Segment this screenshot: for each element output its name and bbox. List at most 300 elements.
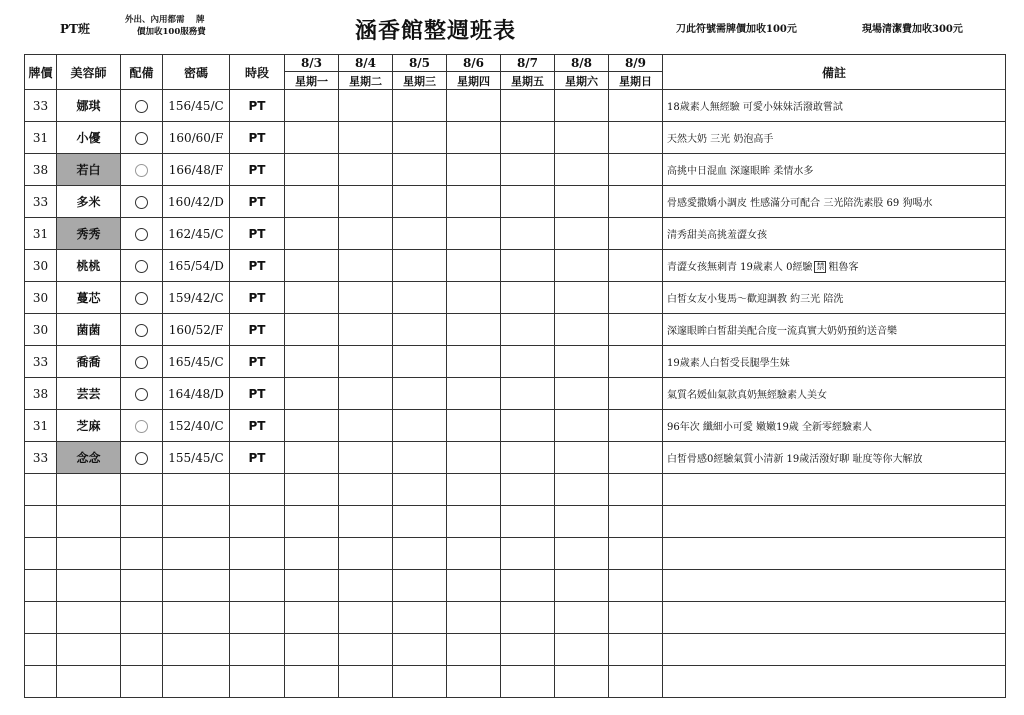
empty-row <box>25 570 1006 602</box>
empty-cell[interactable] <box>163 538 230 570</box>
service-fee-note-line2: 價加收100服務費 <box>137 27 206 37</box>
day-cell[interactable] <box>339 282 393 314</box>
empty-cell[interactable] <box>501 634 555 666</box>
date-header: 8/8 <box>555 55 609 72</box>
empty-cell[interactable] <box>393 666 447 698</box>
beautician-name: 桃桃 <box>57 250 121 282</box>
day-cell[interactable] <box>501 314 555 346</box>
price-cell: 38 <box>25 154 57 186</box>
col-header-code: 密碼 <box>163 55 230 90</box>
empty-cell[interactable] <box>555 602 609 634</box>
day-cell[interactable] <box>609 186 663 218</box>
empty-cell[interactable] <box>663 474 1006 506</box>
day-cell[interactable] <box>393 186 447 218</box>
day-cell[interactable] <box>339 378 393 410</box>
beautician-name: 菌菌 <box>57 314 121 346</box>
empty-cell[interactable] <box>555 506 609 538</box>
day-cell[interactable] <box>447 346 501 378</box>
weekly-schedule-table <box>24 54 1006 698</box>
schedule-row <box>25 186 1006 218</box>
day-cell[interactable] <box>285 122 339 154</box>
code-cell: 165/54/D <box>163 250 230 282</box>
empty-cell[interactable] <box>230 506 285 538</box>
code-cell: 164/48/D <box>163 378 230 410</box>
empty-cell[interactable] <box>339 474 393 506</box>
empty-cell[interactable] <box>609 666 663 698</box>
circle-icon <box>135 132 148 145</box>
empty-cell[interactable] <box>121 666 163 698</box>
empty-cell[interactable] <box>25 506 57 538</box>
col-header-slot: 時段 <box>230 55 285 90</box>
code-cell: 159/42/C <box>163 282 230 314</box>
col-header-beautician: 美容師 <box>57 55 121 90</box>
slot-cell: PT <box>230 346 285 378</box>
slot-cell: PT <box>230 90 285 122</box>
empty-cell[interactable] <box>339 538 393 570</box>
empty-cell[interactable] <box>393 602 447 634</box>
empty-cell[interactable] <box>57 570 121 602</box>
schedule-row <box>25 346 1006 378</box>
day-cell[interactable] <box>393 314 447 346</box>
empty-cell[interactable] <box>57 474 121 506</box>
empty-cell[interactable] <box>163 602 230 634</box>
day-cell[interactable] <box>501 122 555 154</box>
empty-row <box>25 474 1006 506</box>
code-cell: 162/45/C <box>163 218 230 250</box>
empty-cell[interactable] <box>285 474 339 506</box>
price-cell: 31 <box>25 218 57 250</box>
slot-cell: PT <box>230 122 285 154</box>
beautician-name: 小優 <box>57 122 121 154</box>
day-cell[interactable] <box>339 442 393 474</box>
day-cell[interactable] <box>393 378 447 410</box>
empty-cell[interactable] <box>285 538 339 570</box>
equipped-cell <box>121 442 163 474</box>
empty-cell[interactable] <box>230 634 285 666</box>
empty-cell[interactable] <box>57 634 121 666</box>
day-cell[interactable] <box>285 442 339 474</box>
day-cell[interactable] <box>501 218 555 250</box>
schedule-row <box>25 282 1006 314</box>
note-cell: 19歲素人白皙受長腿學生妹 <box>663 346 1006 378</box>
day-cell[interactable] <box>555 314 609 346</box>
day-cell[interactable] <box>339 314 393 346</box>
day-cell[interactable] <box>285 218 339 250</box>
circle-icon <box>135 452 148 465</box>
day-cell[interactable] <box>609 346 663 378</box>
day-cell[interactable] <box>501 282 555 314</box>
empty-cell[interactable] <box>663 666 1006 698</box>
empty-cell[interactable] <box>609 570 663 602</box>
day-cell[interactable] <box>501 410 555 442</box>
day-cell[interactable] <box>609 314 663 346</box>
day-cell[interactable] <box>393 410 447 442</box>
beautician-name: 念念 <box>57 442 121 474</box>
empty-cell[interactable] <box>285 634 339 666</box>
day-cell[interactable] <box>555 250 609 282</box>
empty-cell[interactable] <box>230 602 285 634</box>
day-cell[interactable] <box>555 90 609 122</box>
empty-cell[interactable] <box>285 570 339 602</box>
day-cell[interactable] <box>555 154 609 186</box>
empty-cell[interactable] <box>501 506 555 538</box>
slot-cell: PT <box>230 442 285 474</box>
day-cell[interactable] <box>393 442 447 474</box>
day-cell[interactable] <box>501 378 555 410</box>
empty-row <box>25 602 1006 634</box>
date-header: 8/7 <box>501 55 555 72</box>
empty-cell[interactable] <box>447 602 501 634</box>
equipped-cell <box>121 122 163 154</box>
equipped-cell <box>121 154 163 186</box>
beautician-name: 秀秀 <box>57 218 121 250</box>
beautician-name: 多米 <box>57 186 121 218</box>
empty-cell[interactable] <box>163 634 230 666</box>
empty-cell[interactable] <box>230 570 285 602</box>
schedule-row <box>25 378 1006 410</box>
empty-cell[interactable] <box>447 538 501 570</box>
day-cell[interactable] <box>447 314 501 346</box>
code-cell: 152/40/C <box>163 410 230 442</box>
day-cell[interactable] <box>555 346 609 378</box>
day-cell[interactable] <box>447 218 501 250</box>
empty-cell[interactable] <box>121 538 163 570</box>
empty-cell[interactable] <box>57 666 121 698</box>
empty-cell[interactable] <box>25 570 57 602</box>
day-cell[interactable] <box>285 378 339 410</box>
price-cell: 31 <box>25 410 57 442</box>
empty-cell[interactable] <box>609 506 663 538</box>
day-cell[interactable] <box>339 122 393 154</box>
weekday-header: 星期五 <box>501 72 555 90</box>
circle-icon <box>135 356 148 369</box>
date-header: 8/3 <box>285 55 339 72</box>
empty-cell[interactable] <box>163 474 230 506</box>
day-cell[interactable] <box>393 250 447 282</box>
day-cell[interactable] <box>555 186 609 218</box>
empty-cell[interactable] <box>555 634 609 666</box>
equipped-cell <box>121 218 163 250</box>
day-cell[interactable] <box>447 250 501 282</box>
day-cell[interactable] <box>609 250 663 282</box>
empty-cell[interactable] <box>447 474 501 506</box>
code-cell: 160/52/F <box>163 314 230 346</box>
day-cell[interactable] <box>609 410 663 442</box>
schedule-row <box>25 218 1006 250</box>
circle-icon <box>135 388 148 401</box>
empty-cell[interactable] <box>501 666 555 698</box>
empty-cell[interactable] <box>609 538 663 570</box>
day-cell[interactable] <box>555 442 609 474</box>
empty-row <box>25 538 1006 570</box>
empty-cell[interactable] <box>393 570 447 602</box>
day-cell[interactable] <box>393 218 447 250</box>
day-cell[interactable] <box>339 90 393 122</box>
day-cell[interactable] <box>285 250 339 282</box>
schedule-row <box>25 154 1006 186</box>
surcharge-note: 刀此符號需牌價加收100元 <box>676 24 797 35</box>
day-cell[interactable] <box>609 378 663 410</box>
day-cell[interactable] <box>393 346 447 378</box>
circle-icon <box>135 196 148 209</box>
empty-cell[interactable] <box>447 634 501 666</box>
empty-cell[interactable] <box>393 506 447 538</box>
empty-cell[interactable] <box>121 634 163 666</box>
note-cell: 清秀甜美高挑羞澀女孩 <box>663 218 1006 250</box>
note-cell: 氣質名媛仙氣款真奶無經驗素人美女 <box>663 378 1006 410</box>
day-cell[interactable] <box>393 90 447 122</box>
circle-icon <box>135 164 148 177</box>
note-cell: 96年次 纖細小可愛 嫩嫩19歲 全新零經驗素人 <box>663 410 1006 442</box>
empty-cell[interactable] <box>501 538 555 570</box>
code-cell: 165/45/C <box>163 346 230 378</box>
empty-cell[interactable] <box>57 538 121 570</box>
slot-cell: PT <box>230 154 285 186</box>
empty-cell[interactable] <box>339 506 393 538</box>
col-header-equipped: 配備 <box>121 55 163 90</box>
note-cell: 18歲素人無經驗 可愛小妹妹活潑敢嘗試 <box>663 90 1006 122</box>
empty-cell[interactable] <box>339 666 393 698</box>
empty-cell[interactable] <box>663 506 1006 538</box>
empty-cell[interactable] <box>230 474 285 506</box>
note-cell: 白皙女友小隻馬～歡迎調教 約三光 陪洗 <box>663 282 1006 314</box>
note-cell: 白皙骨感0經驗氣質小清新 19歲活潑好聊 耻度等你大解放 <box>663 442 1006 474</box>
day-cell[interactable] <box>285 410 339 442</box>
slot-cell: PT <box>230 314 285 346</box>
empty-cell[interactable] <box>663 602 1006 634</box>
beautician-name: 芝麻 <box>57 410 121 442</box>
empty-cell[interactable] <box>339 570 393 602</box>
empty-cell[interactable] <box>57 602 121 634</box>
empty-cell[interactable] <box>285 506 339 538</box>
schedule-row <box>25 314 1006 346</box>
weekday-header: 星期六 <box>555 72 609 90</box>
empty-cell[interactable] <box>609 474 663 506</box>
empty-cell[interactable] <box>25 602 57 634</box>
day-cell[interactable] <box>339 410 393 442</box>
empty-cell[interactable] <box>121 570 163 602</box>
empty-row <box>25 634 1006 666</box>
day-cell[interactable] <box>447 186 501 218</box>
day-cell[interactable] <box>339 154 393 186</box>
day-cell[interactable] <box>447 410 501 442</box>
empty-row <box>25 666 1006 698</box>
day-cell[interactable] <box>339 186 393 218</box>
day-cell[interactable] <box>609 122 663 154</box>
empty-cell[interactable] <box>25 634 57 666</box>
empty-cell[interactable] <box>230 538 285 570</box>
weekday-header: 星期一 <box>285 72 339 90</box>
day-cell[interactable] <box>501 90 555 122</box>
empty-cell[interactable] <box>447 570 501 602</box>
empty-cell[interactable] <box>25 666 57 698</box>
day-cell[interactable] <box>501 346 555 378</box>
weekday-header: 星期三 <box>393 72 447 90</box>
day-cell[interactable] <box>555 378 609 410</box>
empty-cell[interactable] <box>393 634 447 666</box>
beautician-name: 芸芸 <box>57 378 121 410</box>
day-cell[interactable] <box>285 186 339 218</box>
group-label: PT班 <box>60 22 90 36</box>
empty-cell[interactable] <box>121 602 163 634</box>
empty-cell[interactable] <box>339 602 393 634</box>
slot-cell: PT <box>230 282 285 314</box>
price-cell: 33 <box>25 442 57 474</box>
date-header: 8/4 <box>339 55 393 72</box>
beautician-name: 喬喬 <box>57 346 121 378</box>
empty-cell[interactable] <box>163 666 230 698</box>
slot-cell: PT <box>230 218 285 250</box>
day-cell[interactable] <box>609 154 663 186</box>
day-cell[interactable] <box>447 282 501 314</box>
empty-cell[interactable] <box>609 602 663 634</box>
equipped-cell <box>121 186 163 218</box>
beautician-name: 娜琪 <box>57 90 121 122</box>
day-cell[interactable] <box>339 346 393 378</box>
day-cell[interactable] <box>285 314 339 346</box>
beautician-name: 蔓芯 <box>57 282 121 314</box>
circle-icon <box>135 260 148 273</box>
circle-icon <box>135 324 148 337</box>
empty-cell[interactable] <box>285 602 339 634</box>
empty-cell[interactable] <box>393 474 447 506</box>
equipped-cell <box>121 90 163 122</box>
price-cell: 33 <box>25 90 57 122</box>
empty-cell[interactable] <box>663 634 1006 666</box>
service-fee-note <box>125 14 206 38</box>
date-header: 8/5 <box>393 55 447 72</box>
day-cell[interactable] <box>339 218 393 250</box>
day-cell[interactable] <box>609 442 663 474</box>
weekday-header: 星期二 <box>339 72 393 90</box>
empty-cell[interactable] <box>339 634 393 666</box>
empty-cell[interactable] <box>447 506 501 538</box>
page-title: 涵香館整週班表 <box>355 18 517 44</box>
day-cell[interactable] <box>447 378 501 410</box>
empty-cell[interactable] <box>501 602 555 634</box>
day-cell[interactable] <box>447 442 501 474</box>
col-header-price: 牌價 <box>25 55 57 90</box>
note-cell: 深邃眼眸白皙甜美配合度一流真實大奶奶預約送音樂 <box>663 314 1006 346</box>
equipped-cell <box>121 378 163 410</box>
note-text: 粗魯客 <box>828 261 859 273</box>
equipped-cell <box>121 346 163 378</box>
empty-cell[interactable] <box>25 538 57 570</box>
day-cell[interactable] <box>501 154 555 186</box>
day-cell[interactable] <box>447 154 501 186</box>
day-cell[interactable] <box>501 250 555 282</box>
day-cell[interactable] <box>393 154 447 186</box>
banned-badge: 禁 <box>816 262 825 272</box>
note-cell: 骨感愛撒嬌小調皮 性感滿分可配合 三光陪洗素股 69 狗喝水 <box>663 186 1006 218</box>
day-cell[interactable] <box>285 90 339 122</box>
empty-cell[interactable] <box>285 666 339 698</box>
equipped-cell <box>121 282 163 314</box>
day-cell[interactable] <box>285 154 339 186</box>
day-cell[interactable] <box>285 282 339 314</box>
empty-cell[interactable] <box>609 634 663 666</box>
equipped-cell <box>121 250 163 282</box>
empty-cell[interactable] <box>393 538 447 570</box>
day-cell[interactable] <box>285 346 339 378</box>
equipped-cell <box>121 314 163 346</box>
empty-cell[interactable] <box>57 506 121 538</box>
circle-icon <box>135 228 148 241</box>
empty-cell[interactable] <box>555 570 609 602</box>
note-text: 青澀女孩無刺青 19歲素人 0經驗 <box>667 261 813 273</box>
code-cell: 160/60/F <box>163 122 230 154</box>
empty-cell[interactable] <box>163 570 230 602</box>
day-cell[interactable] <box>393 282 447 314</box>
service-fee-note-line1: 外出、內用都需 牌 <box>125 15 205 25</box>
schedule-row <box>25 410 1006 442</box>
schedule-row <box>25 90 1006 122</box>
code-cell: 166/48/F <box>163 154 230 186</box>
empty-cell[interactable] <box>121 506 163 538</box>
empty-cell[interactable] <box>555 474 609 506</box>
day-cell[interactable] <box>555 218 609 250</box>
circle-icon <box>135 100 148 113</box>
day-cell[interactable] <box>555 282 609 314</box>
code-cell: 160/42/D <box>163 186 230 218</box>
day-cell[interactable] <box>501 186 555 218</box>
beautician-name: 若白 <box>57 154 121 186</box>
day-cell[interactable] <box>447 90 501 122</box>
price-cell: 33 <box>25 346 57 378</box>
day-cell[interactable] <box>447 122 501 154</box>
day-cell[interactable] <box>555 122 609 154</box>
empty-cell[interactable] <box>501 570 555 602</box>
slot-cell: PT <box>230 378 285 410</box>
price-cell: 38 <box>25 378 57 410</box>
note-cell <box>663 250 1006 282</box>
day-cell[interactable] <box>555 410 609 442</box>
day-cell[interactable] <box>393 122 447 154</box>
empty-rows <box>25 474 1006 698</box>
schedule-row <box>25 250 1006 282</box>
empty-cell[interactable] <box>447 666 501 698</box>
empty-cell[interactable] <box>230 666 285 698</box>
empty-cell[interactable] <box>663 538 1006 570</box>
weekday-header: 星期四 <box>447 72 501 90</box>
col-header-notes: 備註 <box>663 55 1006 90</box>
circle-icon <box>135 292 148 305</box>
empty-cell[interactable] <box>663 570 1006 602</box>
day-cell[interactable] <box>501 442 555 474</box>
date-header: 8/9 <box>609 55 663 72</box>
day-cell[interactable] <box>609 282 663 314</box>
empty-cell[interactable] <box>121 474 163 506</box>
empty-cell[interactable] <box>163 506 230 538</box>
cleaning-fee-note: 現場清潔費加收300元 <box>862 24 963 35</box>
weekday-header: 星期日 <box>609 72 663 90</box>
code-cell: 155/45/C <box>163 442 230 474</box>
slot-cell: PT <box>230 410 285 442</box>
day-cell[interactable] <box>339 250 393 282</box>
date-header: 8/6 <box>447 55 501 72</box>
empty-cell[interactable] <box>555 666 609 698</box>
empty-cell[interactable] <box>501 474 555 506</box>
day-cell[interactable] <box>609 90 663 122</box>
empty-cell[interactable] <box>555 538 609 570</box>
price-cell: 33 <box>25 186 57 218</box>
day-cell[interactable] <box>609 218 663 250</box>
code-cell: 156/45/C <box>163 90 230 122</box>
circle-icon <box>135 420 148 433</box>
slot-cell: PT <box>230 250 285 282</box>
schedule-row <box>25 442 1006 474</box>
empty-cell[interactable] <box>25 474 57 506</box>
